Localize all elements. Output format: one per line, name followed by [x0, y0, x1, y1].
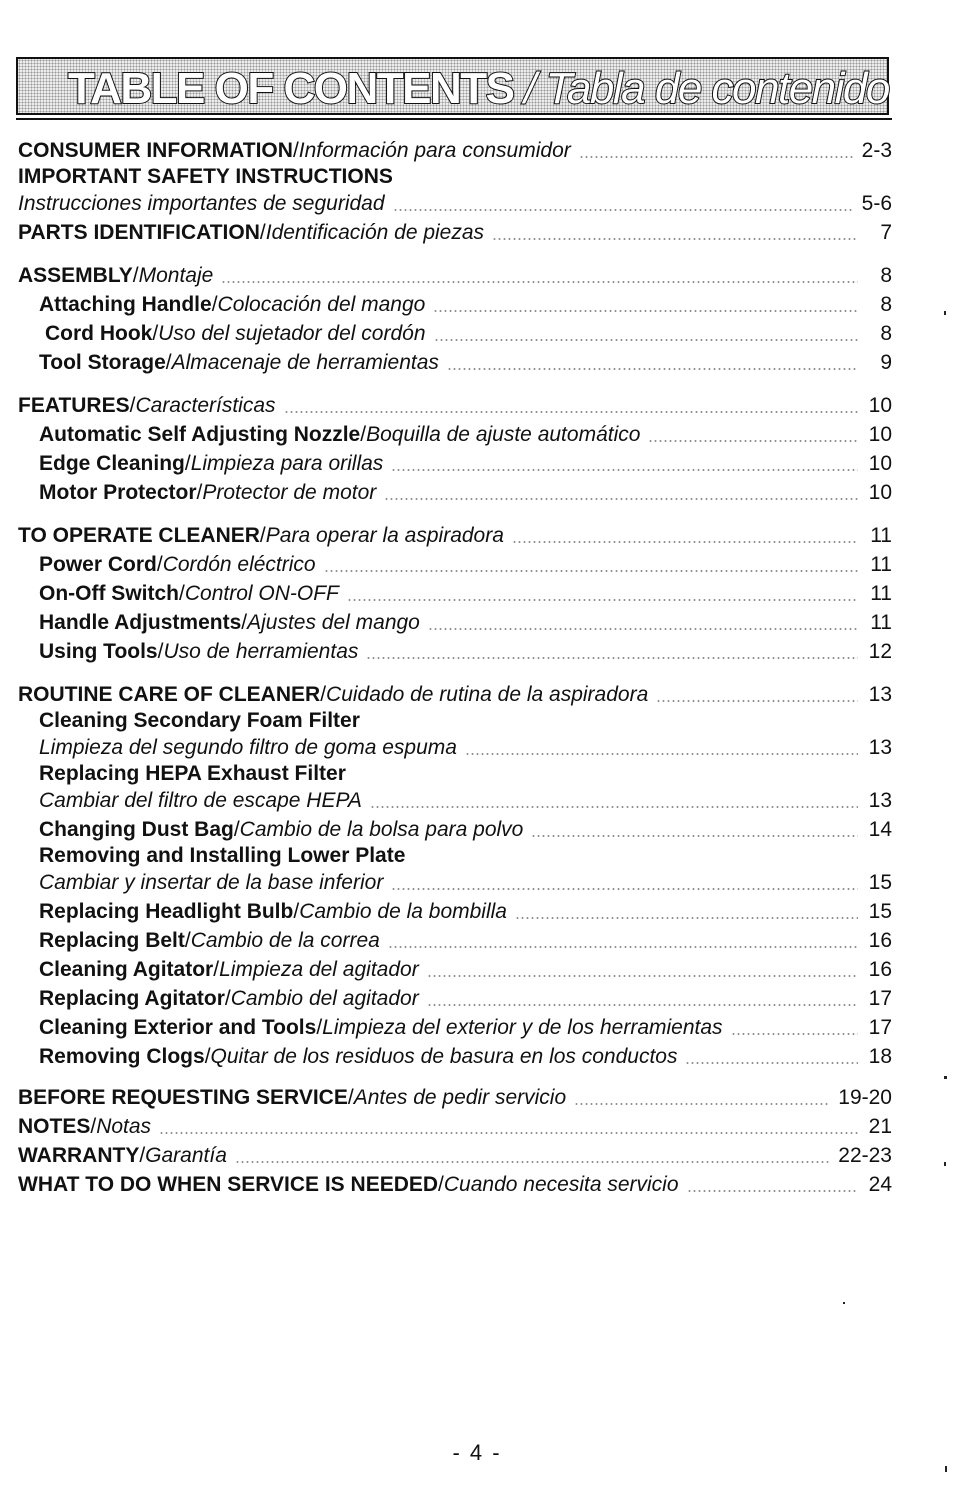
toc-separator: /: [211, 293, 218, 316]
toc-entry-before-service[interactable]: [18, 1083, 892, 1112]
toc-page-number: 16: [868, 929, 892, 952]
toc-page-number: 19-20: [838, 1086, 892, 1109]
toc-page-number: 14: [868, 818, 892, 841]
toc-entry-using-tools[interactable]: [18, 637, 892, 666]
toc-page-number: 13: [868, 736, 892, 759]
toc-separator: /: [292, 139, 299, 162]
toc-separator: /: [129, 394, 136, 417]
toc-page-number: 9: [880, 351, 892, 374]
toc-separator: /: [157, 640, 164, 663]
toc-entry-cord-hook[interactable]: [18, 319, 892, 348]
toc-page-number: 10: [868, 452, 892, 475]
toc-separator: /: [438, 1173, 444, 1196]
scan-speck: [843, 1302, 845, 1304]
toc-entry-subtitle: Cambio de la correa: [190, 929, 380, 952]
toc-entry-subtitle: Cambio de la bombilla: [299, 900, 507, 923]
toc-entry-title: Using Tools: [39, 640, 158, 663]
dot-leader: [687, 1190, 858, 1192]
dot-leader: [731, 1033, 858, 1035]
toc-entry-subtitle: Montaje: [138, 264, 214, 287]
toc-entry-routine-care[interactable]: [18, 680, 892, 709]
toc-page-number: 7: [880, 221, 892, 244]
toc-entry-cleaning-agitator[interactable]: [18, 955, 892, 984]
toc-entry-subtitle: Cuidado de rutina de la aspiradora: [326, 683, 649, 706]
toc-entry-subtitle: Cambio de la bolsa para polvo: [239, 818, 524, 841]
toc-page-number: 17: [868, 987, 892, 1010]
toc-entry-title: Removing Clogs: [39, 1045, 205, 1068]
toc-entry-title: FEATURES: [18, 394, 130, 417]
toc-entry-on-off-switch[interactable]: [18, 579, 892, 608]
toc-entry-operate-cleaner[interactable]: [18, 521, 892, 550]
toc-entry-title: PARTS IDENTIFICATION: [18, 221, 260, 244]
toc-entry-subtitle: Identificación de piezas: [265, 221, 485, 244]
dot-leader: [512, 541, 858, 543]
toc-entry-subtitle: Cambio del agitador: [230, 987, 419, 1010]
toc-separator: /: [204, 1045, 211, 1068]
toc-entry-title: WHAT TO DO WHEN SERVICE IS NEEDED: [18, 1173, 439, 1196]
dot-leader: [427, 1004, 858, 1006]
dot-leader: [284, 411, 858, 413]
dot-leader: [656, 700, 858, 702]
toc-entry-subtitle: Características: [135, 394, 276, 417]
dot-leader: [370, 806, 858, 808]
toc-entry-replacing-agitator[interactable]: [18, 984, 892, 1013]
toc-page-number: 2-3: [861, 139, 892, 162]
section-spacer: [18, 247, 892, 261]
toc-entry-title: Cleaning Exterior and Tools: [39, 1016, 317, 1039]
toc-entry-subtitle: Instrucciones importantes de seguridad: [18, 192, 385, 215]
toc-entry-title: Changing Dust Bag: [39, 818, 234, 841]
toc-entry-attaching-handle[interactable]: [18, 290, 892, 319]
toc-separator: /: [224, 987, 231, 1010]
toc-page-number: 11: [870, 553, 892, 576]
toc-page-number: 15: [868, 871, 892, 894]
toc-entry-title: CONSUMER INFORMATION: [18, 139, 293, 162]
toc-entry-title: Power Cord: [39, 553, 157, 576]
section-spacer: [18, 1071, 892, 1083]
dot-leader: [428, 628, 858, 630]
toc-entry-subtitle: Limpieza del segundo filtro de goma espuma: [39, 736, 457, 759]
title-banner: [16, 57, 889, 115]
toc-entry-title: IMPORTANT SAFETY INSTRUCTIONS: [18, 165, 393, 188]
title-english: TABLE OF CONTENTS: [68, 64, 514, 113]
toc-entry-cleaning-exterior[interactable]: [18, 1013, 892, 1042]
toc-separator: /: [184, 452, 191, 475]
scan-speck: [944, 311, 946, 315]
dot-leader: [391, 469, 858, 471]
toc-entry-title: NOTES: [18, 1115, 91, 1138]
toc-entry-lower-plate[interactable]: [18, 868, 892, 897]
toc-entry-title: Removing and Installing Lower Plate: [39, 844, 406, 867]
toc-entry-title: Replacing HEPA Exhaust Filter: [39, 762, 346, 785]
toc-separator: /: [139, 1144, 146, 1167]
dot-leader: [388, 946, 858, 948]
page-number: - 4 -: [452, 1440, 502, 1465]
toc-entry-secondary-foam-filter[interactable]: [18, 733, 892, 762]
toc-entry-title: Attaching Handle: [39, 293, 212, 316]
toc-entry-subtitle: Limpieza para orillas: [190, 452, 384, 475]
toc-entry-subtitle: Cambiar del filtro de escape HEPA: [39, 789, 362, 812]
dot-leader: [235, 1161, 830, 1163]
toc-entry-title: Cord Hook: [45, 322, 153, 345]
toc-separator: /: [184, 929, 191, 952]
toc-entry-title: ASSEMBLY: [18, 264, 133, 287]
toc-page-number: 10: [868, 481, 892, 504]
toc-entry-title: Cleaning Secondary Foam Filter: [39, 709, 360, 732]
toc-entry-title: Cleaning Agitator: [39, 958, 214, 981]
toc-entry-title: Replacing Belt: [39, 929, 185, 952]
section-spacer: [18, 507, 892, 521]
toc-entry-subtitle: Cordón eléctrico: [162, 553, 316, 576]
toc-entry-title: Handle Adjustments: [39, 611, 242, 634]
toc-separator: /: [360, 423, 367, 446]
dot-leader: [492, 238, 858, 240]
toc-page-number: 10: [868, 423, 892, 446]
toc-separator: /: [196, 481, 203, 504]
toc-entry-subtitle: Cambiar y insertar de la base inferior: [39, 871, 384, 894]
toc-entry-power-cord[interactable]: [18, 550, 892, 579]
toc-entry-motor-protector[interactable]: [18, 478, 892, 507]
toc-page-number: 5-6: [861, 192, 892, 215]
toc-page-number: 8: [880, 322, 892, 345]
toc-page-number: 10: [868, 394, 892, 417]
toc-separator: /: [233, 818, 240, 841]
toc-page-number: 11: [870, 524, 892, 547]
toc-entry-subtitle: Garantía: [145, 1144, 227, 1167]
toc-page-number: 22-23: [838, 1144, 892, 1167]
toc-entry-subtitle: Boquilla de ajuste automático: [366, 423, 641, 446]
toc-separator: /: [152, 322, 159, 345]
toc-page-number: 21: [868, 1115, 892, 1138]
dot-leader: [393, 209, 854, 211]
toc-entry-consumer-information[interactable]: [18, 136, 892, 165]
dot-leader: [384, 498, 858, 500]
toc-entry-title: Edge Cleaning: [39, 452, 185, 475]
dot-leader: [221, 281, 858, 283]
dot-leader: [531, 835, 858, 837]
toc-entry-subtitle: Información para consumidor: [298, 139, 571, 162]
toc-entry-subtitle: Colocación del mango: [217, 293, 426, 316]
toc-entry-title: Tool Storage: [39, 351, 166, 374]
toc-entry-tool-storage[interactable]: [18, 348, 892, 377]
toc-entry-replacing-belt[interactable]: [18, 926, 892, 955]
page-title: [68, 65, 889, 113]
toc-separator: /: [156, 553, 163, 576]
toc-entry-title: BEFORE REQUESTING SERVICE: [18, 1086, 348, 1109]
toc-entry-hepa-filter[interactable]: [18, 786, 892, 815]
toc-entry-subtitle: Almacenaje de herramientas: [171, 351, 439, 374]
toc-entry-title: Automatic Self Adjusting Nozzle: [39, 423, 361, 446]
toc-separator: /: [165, 351, 172, 374]
toc-entry-warranty[interactable]: [18, 1141, 892, 1170]
toc-entry-assembly[interactable]: [18, 261, 892, 290]
toc-page-number: 15: [868, 900, 892, 923]
dot-leader: [434, 339, 858, 341]
toc-entry-dust-bag[interactable]: [18, 815, 892, 844]
dot-leader: [159, 1132, 858, 1134]
toc-entry-safety-instructions[interactable]: [18, 189, 892, 218]
toc-page-number: 8: [880, 264, 892, 287]
dot-leader: [433, 310, 858, 312]
toc-entry-title: TO OPERATE CLEANER: [18, 524, 260, 547]
toc-separator: /: [347, 1086, 354, 1109]
toc-entry-title: WARRANTY: [18, 1144, 140, 1167]
toc-entry-subtitle: Quitar de los residuos de basura en los conductos: [210, 1045, 678, 1068]
toc-entry-subtitle: Uso de herramientas: [163, 640, 359, 663]
toc-entry-subtitle: Cuando necesita servicio: [443, 1173, 679, 1196]
dot-leader: [648, 440, 858, 442]
section-spacer: [18, 377, 892, 391]
toc-page-number: 12: [868, 640, 892, 663]
toc-page-number: 8: [880, 293, 892, 316]
dot-leader: [579, 156, 854, 158]
dot-leader: [366, 657, 858, 659]
toc-entry-removing-clogs[interactable]: [18, 1042, 892, 1071]
dot-leader: [515, 917, 858, 919]
toc-separator: /: [90, 1115, 97, 1138]
title-spanish: Tabla de contenido: [545, 64, 889, 113]
scan-speck: [944, 1076, 947, 1079]
toc-entry-handle-adjustments[interactable]: [18, 608, 892, 637]
toc-entry-features[interactable]: [18, 391, 892, 420]
toc-separator: /: [320, 683, 327, 706]
toc-entry-subtitle: Ajustes del mango: [247, 611, 420, 634]
toc-separator: /: [213, 958, 220, 981]
dot-leader: [685, 1062, 858, 1064]
toc-entry-title: Replacing Agitator: [39, 987, 225, 1010]
dot-leader: [427, 975, 858, 977]
toc-entry-subtitle: Control ON-OFF: [184, 582, 339, 605]
scan-speck: [945, 1466, 947, 1472]
toc-page-number: 24: [868, 1173, 892, 1196]
toc-entry-title: ROUTINE CARE OF CLEANER: [18, 683, 321, 706]
toc-entry-edge-cleaning[interactable]: [18, 449, 892, 478]
title-separator: /: [513, 64, 546, 113]
toc-entry-subtitle: Limpieza del exterior y de los herramientas: [322, 1016, 723, 1039]
title-rule: [16, 118, 892, 120]
toc-page-number: 13: [868, 789, 892, 812]
section-spacer: [18, 666, 892, 680]
toc-entry-title: Replacing Headlight Bulb: [39, 900, 294, 923]
dot-leader: [574, 1103, 830, 1105]
table-of-contents: [18, 136, 892, 1199]
toc-entry-service-needed[interactable]: [18, 1170, 892, 1199]
toc-page-number: 17: [868, 1016, 892, 1039]
dot-leader: [324, 570, 858, 572]
dot-leader: [447, 368, 858, 370]
toc-page-number: 11: [870, 611, 892, 634]
toc-separator: /: [259, 524, 266, 547]
dot-leader: [347, 599, 858, 601]
dot-leader: [391, 888, 858, 890]
toc-separator: /: [241, 611, 248, 634]
toc-entry-self-adjusting-nozzle[interactable]: [18, 420, 892, 449]
toc-page-number: 18: [868, 1045, 892, 1068]
dot-leader: [465, 753, 858, 755]
toc-page-number: 11: [870, 582, 892, 605]
toc-entry-parts-identification[interactable]: [18, 218, 892, 247]
toc-entry-title: On-Off Switch: [39, 582, 179, 605]
toc-entry-subtitle: Notas: [96, 1115, 152, 1138]
scan-speck: [944, 1162, 946, 1166]
toc-page-number: 13: [868, 683, 892, 706]
toc-separator: /: [179, 582, 185, 605]
toc-entry-subtitle: Antes de pedir servicio: [353, 1086, 567, 1109]
toc-entry-subtitle: Para operar la aspiradora: [265, 524, 504, 547]
toc-entry-subtitle: Uso del sujetador del cordón: [158, 322, 426, 345]
toc-separator: /: [316, 1016, 323, 1039]
toc-page-number: 16: [868, 958, 892, 981]
toc-separator: /: [293, 900, 300, 923]
toc-separator: /: [259, 221, 266, 244]
toc-separator: /: [132, 264, 139, 287]
toc-entry-notes[interactable]: [18, 1112, 892, 1141]
toc-entry-headlight-bulb[interactable]: [18, 897, 892, 926]
toc-entry-title: Motor Protector: [39, 481, 197, 504]
toc-entry-subtitle: Limpieza del agitador: [219, 958, 419, 981]
toc-entry-subtitle: Protector de motor: [202, 481, 377, 504]
